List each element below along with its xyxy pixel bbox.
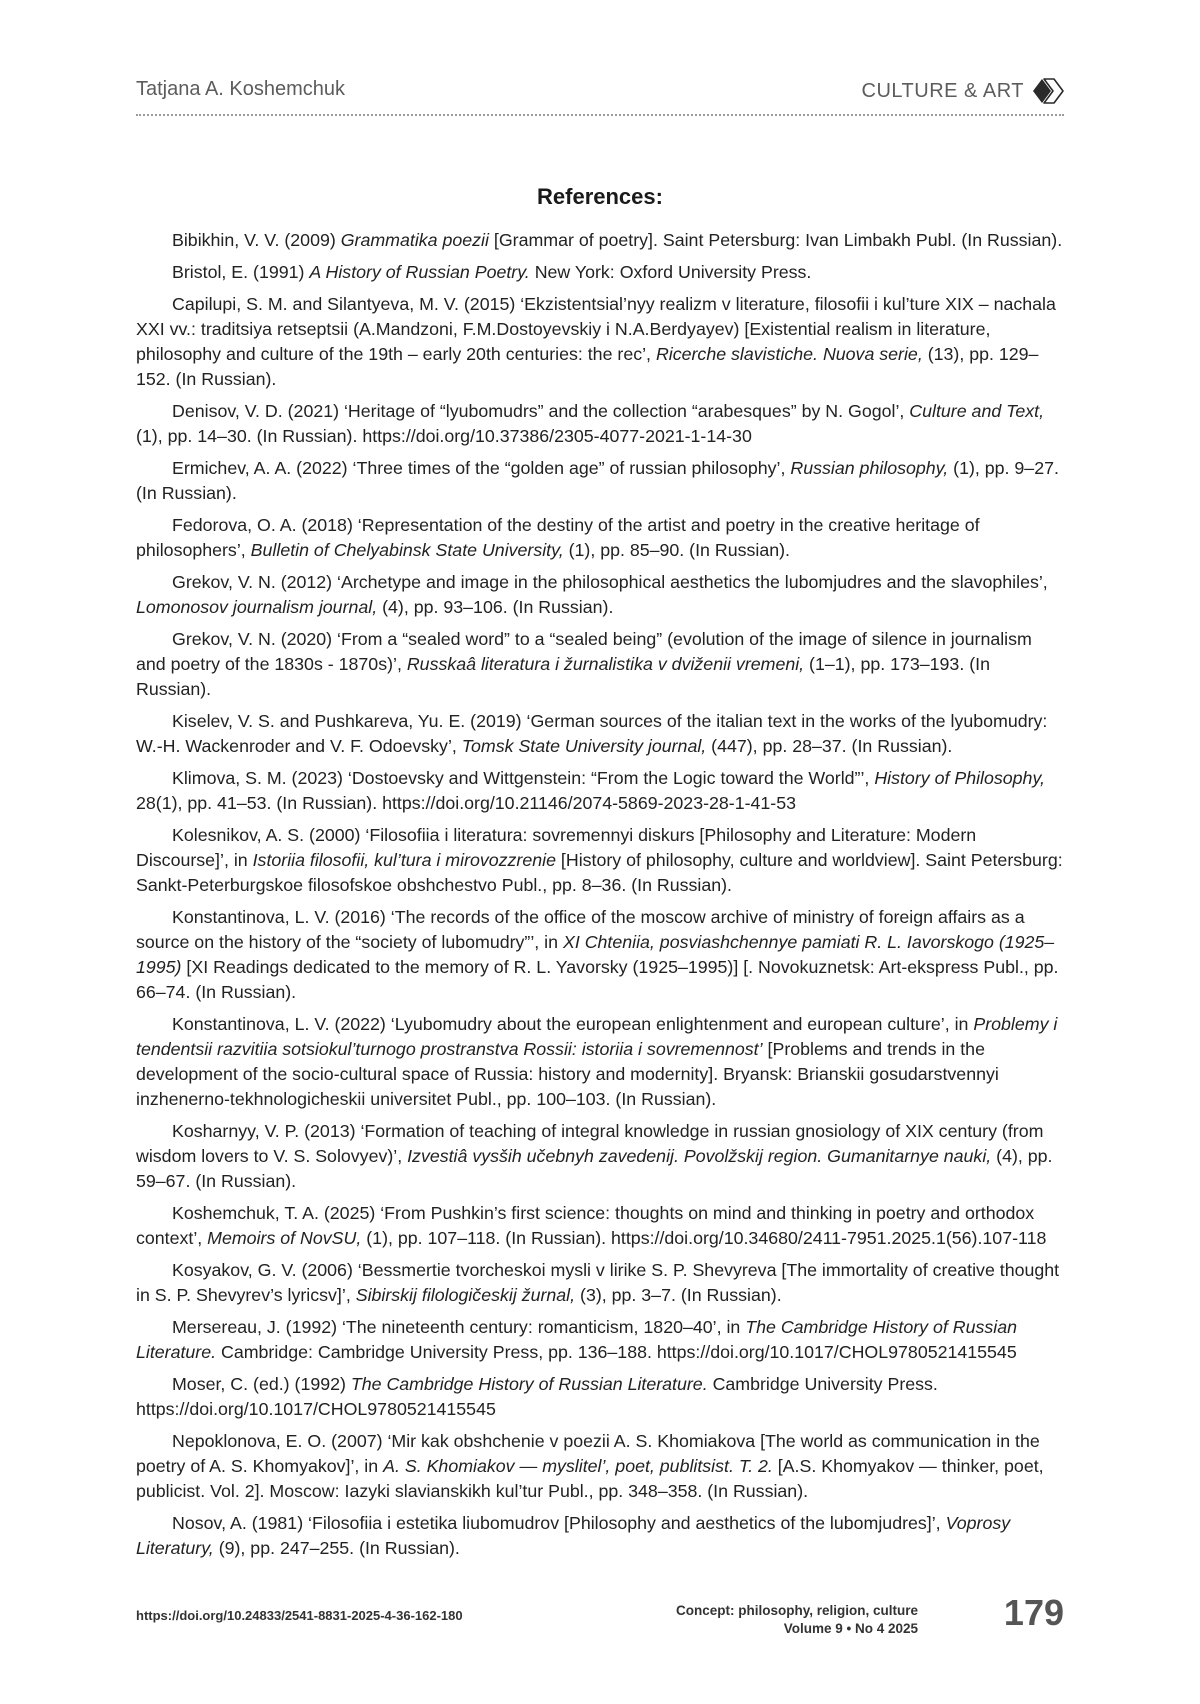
reference-text: Mersereau, J. (1992) ‘The nineteenth century: romanticism, 1820–40’, in	[172, 1317, 746, 1337]
reference-text: Cambridge: Cambridge University Press, pp. 136–188. https://doi.org/10.1017/CHOL9780521415545	[216, 1342, 1017, 1362]
reference-text: [History of philosophy, culture and worldview]. Saint Petersburg: Sankt-Peterburgskoe filosofskoe obshchestvo Publ., pp. 8–36. (In Russian).	[136, 850, 1063, 895]
reference-item	[136, 1429, 1064, 1504]
reference-list	[136, 228, 1064, 1568]
reference-source-title: A. S. Khomiakov — myslitel’, poet, publitsist. T. 2.	[383, 1456, 773, 1476]
reference-source-title: The Cambridge History of Russian Literature.	[350, 1374, 708, 1394]
journal-title: Concept: philosophy, religion, culture	[675, 1603, 918, 1618]
reference-source-title: Istoriia filosofii, kul’tura i mirovozzrenie	[252, 850, 556, 870]
reference-item	[136, 1012, 1064, 1112]
reference-text: New York: Oxford University Press.	[529, 262, 812, 282]
reference-text: [XI Readings dedicated to the memory of R. L. Yavorsky (1925–1995)] [. Novokuznetsk: Art-ekspress Publ., pp. 66–74. (In Russian).	[136, 957, 1059, 1002]
reference-text: (13), pp. 129–152. (In Russian).	[136, 344, 1039, 389]
header-section-label: CULTURE & ART	[861, 79, 1024, 102]
reference-item	[136, 292, 1064, 392]
reference-text: [A.S. Khomyakov — thinker, poet, publicist. Vol. 2]. Moscow: Iazyki slavianskikh kul’tur Publ., pp. 348–358. (In Russian).	[136, 1456, 1044, 1501]
reference-text: (4), pp. 59–67. (In Russian).	[136, 1146, 1053, 1191]
reference-source-title: Voprosy Literatury,	[136, 1513, 1011, 1558]
page-header	[136, 70, 1064, 116]
reference-text: Grekov, V. N. (2020) ‘From a “sealed word” to a “sealed being” (evolution of the image of silence in journalism and poetry of the 1830s - 1870s)’,	[136, 629, 1032, 674]
reference-item	[136, 513, 1064, 563]
reference-item	[136, 1511, 1064, 1561]
header-section	[862, 78, 1064, 104]
reference-text: Kiselev, V. S. and Pushkareva, Yu. E. (2019) ‘German sources of the italian text in the works of the lyubomudry: W.-H. Wackenroder and V. F. Odoevsky’,	[136, 711, 1048, 756]
reference-text: (1), pp. 107–118. (In Russian). https://doi.org/10.34680/2411-7951.2025.1(56).107-118	[361, 1228, 1047, 1248]
reference-text: Denisov, V. D. (2021) ‘Heritage of “lyubomudrs” and the collection “arabesques” by N. Gogol’,	[172, 401, 910, 421]
reference-text: Ermichev, A. A. (2022) ‘Three times of the “golden age” of russian philosophy’,	[172, 458, 791, 478]
reference-item	[136, 1119, 1064, 1194]
header-author: Tatjana A. Koshemchuk	[136, 78, 346, 100]
reference-item	[136, 260, 1064, 285]
reference-text: (1), pp. 14–30. (In Russian). https://doi.org/10.37386/2305-4077-2021-1-14-30	[136, 426, 752, 446]
page-footer	[136, 1592, 1064, 1642]
references-heading: References:	[537, 184, 663, 210]
reference-text: (1), pp. 85–90. (In Russian).	[563, 540, 790, 560]
reference-text: Grekov, V. N. (2012) ‘Archetype and image in the philosophical aesthetics the lubomjudres and the slavophiles’,	[172, 572, 1048, 592]
reference-source-title: Grammatika poezii	[340, 230, 489, 250]
reference-source-title: Culture and Text,	[909, 401, 1045, 421]
reference-text: Bibikhin, V. V. (2009)	[172, 230, 341, 250]
reference-text: (447), pp. 28–37. (In Russian).	[706, 736, 953, 756]
footer-doi: https://doi.org/10.24833/2541-8831-2025-4-36-162-180	[136, 1608, 463, 1623]
reference-text: Moser, C. (ed.) (1992)	[172, 1374, 351, 1394]
reference-source-title: Problemy i tendentsii razvitiia sotsiokul’turnogo prostranstva Rossii: istoriia i sovremennost’	[136, 1014, 1058, 1059]
reference-text: (4), pp. 93–106. (In Russian).	[377, 597, 614, 617]
reference-text: Nosov, A. (1981) ‘Filosofiia i estetika liubomudrov [Philosophy and aesthetics of the lubomjudres]’,	[172, 1513, 946, 1533]
reference-text: Nepoklonova, E. O. (2007) ‘Mir kak obshchenie v poezii A. S. Khomiakova [The world as communication in the poetry of A. S. Khomyakov]’, in	[136, 1431, 1040, 1476]
reference-item	[136, 1201, 1064, 1251]
reference-text: 28(1), pp. 41–53. (In Russian). https://doi.org/10.21146/2074-5869-2023-28-1-41-53	[136, 793, 796, 813]
reference-text: Kosyakov, G. V. (2006) ‘Bessmertie tvorcheskoi mysli v lirike S. P. Shevyreva [The immortality of creative thought in S. P. Shevyrev’s lyricsv]’,	[136, 1260, 1060, 1305]
reference-text: (1), pp. 9–27. (In Russian).	[136, 458, 1059, 503]
reference-item	[136, 228, 1064, 253]
reference-text: Klimova, S. M. (2023) ‘Dostoevsky and Wittgenstein: “From the Logic toward the World”’,	[172, 768, 875, 788]
reference-item	[136, 905, 1064, 1005]
reference-item	[136, 1315, 1064, 1365]
reference-text: Koshemchuk, T. A. (2025) ‘From Pushkin’s first science: thoughts on mind and thinking in poetry and orthodox context’,	[136, 1203, 1035, 1248]
reference-source-title: XI Chteniia, posviashchennye pamiati R. L. Iavorskogo (1925–1995)	[136, 932, 1055, 977]
footer-journal	[676, 1602, 918, 1638]
reference-source-title: Russkaâ literatura i žurnalistika v dviženii vremeni,	[406, 654, 805, 674]
reference-text: Fedorova, O. A. (2018) ‘Representation of the destiny of the artist and poetry in the creative heritage of philosophers’,	[136, 515, 980, 560]
reference-text: Kosharnyy, V. P. (2013) ‘Formation of teaching of integral knowledge in russian gnosiology of XIX century (from wisdom lovers to V. S. Solovyev)’,	[136, 1121, 1044, 1166]
reference-item	[136, 766, 1064, 816]
reference-text: [Grammar of poetry]. Saint Petersburg: Ivan Limbakh Publ. (In Russian).	[488, 230, 1063, 250]
reference-item	[136, 709, 1064, 759]
reference-text: Kolesnikov, A. S. (2000) ‘Filosofiia i literatura: sovremennyi diskurs [Philosophy and Literature: Modern Discourse]’, in	[136, 825, 977, 870]
reference-text: (1–1), pp. 173–193. (In Russian).	[136, 654, 990, 699]
reference-source-title: The Cambridge History of Russian Literature.	[136, 1317, 1018, 1362]
reference-source-title: A History of Russian Poetry.	[309, 262, 530, 282]
reference-source-title: Ricerche slavistiche. Nuova serie,	[655, 344, 923, 364]
reference-text: Konstantinova, L. V. (2022) ‘Lyubomudry about the european enlightenment and european culture’, in	[172, 1014, 974, 1034]
reference-source-title: Lomonosov journalism journal,	[136, 597, 378, 617]
reference-source-title: Memoirs of NovSU,	[207, 1228, 362, 1248]
reference-text: (3), pp. 3–7. (In Russian).	[575, 1285, 782, 1305]
reference-text: (9), pp. 247–255. (In Russian).	[213, 1538, 460, 1558]
reference-source-title: History of Philosophy,	[874, 768, 1045, 788]
reference-item	[136, 399, 1064, 449]
journal-volume: Volume 9 • No 4 2025	[783, 1621, 918, 1636]
reference-text: Cambridge University Press. https://doi.org/10.1017/CHOL9780521415545	[136, 1374, 938, 1419]
diamond-logo-icon	[1032, 78, 1064, 104]
page-number: 179	[1003, 1592, 1064, 1633]
reference-source-title: Tomsk State University journal,	[461, 736, 707, 756]
reference-item	[136, 1258, 1064, 1308]
reference-text: Capilupi, S. M. and Silantyeva, M. V. (2015) ‘Ekzistentsial’nyy realizm v literature, filosofii i kul’ture XIX – nachala XXI vv.: traditsiya retseptsii (A.Mandzoni, F.M.Dostoyevskiy i N.A.Berdyayev) [Existential realism in literature, philosophy and culture of the 19th – early 20th centuries: the rec’,	[136, 294, 1056, 364]
reference-item	[136, 627, 1064, 702]
reference-source-title: Russian philosophy,	[790, 458, 949, 478]
reference-text: [Problems and trends in the development of the socio-cultural space of Russia: history and modernity]. Bryansk: Brianskii gosudarstvennyi inzhenerno-tekhnologicheskii universitet Publ., pp. 100–103. (In Russian).	[136, 1039, 999, 1109]
reference-text: Bristol, E. (1991)	[172, 262, 310, 282]
reference-item	[136, 1372, 1064, 1422]
reference-source-title: Bulletin of Chelyabinsk State University,	[250, 540, 564, 560]
reference-source-title: Sibirskij filologičeskij žurnal,	[355, 1285, 576, 1305]
reference-source-title: Izvestiâ vysših učebnyh zavedenij. Povolžskij region. Gumanitarnye nauki,	[407, 1146, 992, 1166]
reference-item	[136, 823, 1064, 898]
reference-item	[136, 456, 1064, 506]
reference-text: Konstantinova, L. V. (2016) ‘The records of the office of the moscow archive of ministry of foreign affairs as a source on the history of the “society of lubomudry”’, in	[136, 907, 1025, 952]
reference-item	[136, 570, 1064, 620]
